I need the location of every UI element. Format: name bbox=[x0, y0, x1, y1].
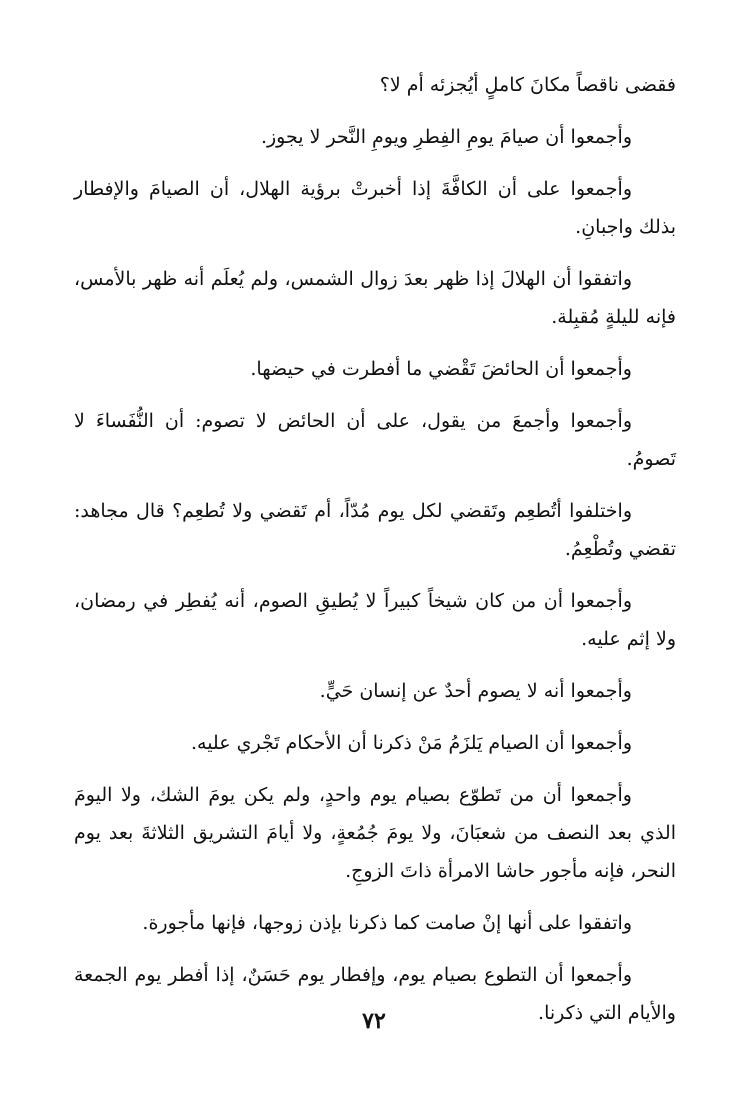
paragraph: وأجمعوا أن التطوع بصيام يوم، وإفطار يوم حَسَنٌ، إذا أفطر يوم الجمعة والأيام التي ذكرنا. bbox=[74, 964, 676, 1024]
paragraph: وأجمعوا أنه لا يصوم أحدٌ عن إنسان حَيٍّ. bbox=[319, 680, 632, 702]
paragraph: وأجمعوا أن الحائضَ تَقْضي ما أفطرت في حيضها. bbox=[250, 358, 632, 380]
paragraph: وأجمعوا أن من كان شيخاً كبيراً لا يُطيقِ الصوم، أنه يُفطِر في رمضان، ولا إثم عليه. bbox=[74, 590, 676, 650]
paragraph: واختلفوا أتُطعِم وتَقضي لكل يوم مُدّاً، أم تَقضي ولا تُطعِم؟ قال مجاهد: تقضي وتُطْعِمُ. bbox=[74, 500, 676, 560]
paragraph: وأجمعوا أن الصيام يَلزَمُ مَنْ ذكرنا أن الأحكام تَجْري عليه. bbox=[190, 732, 632, 754]
paragraph: وأجمعوا وأجمعَ من يقول، على أن الحائض لا تصوم: أن النُّفَساءَ لا تَصومُ. bbox=[74, 410, 676, 470]
book-page-text bbox=[74, 66, 676, 1046]
paragraph: واتفقوا على أنها إنْ صامت كما ذكرنا بإذن زوجها، فإنها مأجورة. bbox=[142, 912, 632, 934]
paragraph: واتفقوا أن الهلالَ إذا ظهر بعدَ زوال الشمس، ولم يُعلَم أنه ظهر بالأمس، فإنه لليلةٍ مُقبِلة. bbox=[74, 268, 676, 328]
paragraph-continuation: فقضى ناقصاً مكانَ كاملٍ أيُجزئه أم لا؟ bbox=[379, 74, 676, 96]
paragraph: وأجمعوا أن من تَطوّع بصيام يوم واحدٍ، ولم يكن يومَ الشك، ولا اليومَ الذي بعد النصف من شعبَانَ، ولا يومَ جُمُعةٍ، ولا أيامَ التشريق الثلاثةَ بعد يوم النحر، فإنه مأجور حاشا الامرأة ذاتَ الزوجِ. bbox=[74, 784, 676, 882]
paragraph: وأجمعوا على أن الكافَّةَ إذا أخبرتْ برؤية الهلال، أن الصيامَ والإفطار بذلك واجبانِ. bbox=[74, 178, 676, 238]
page-number: ٧٢ bbox=[362, 1008, 386, 1034]
paragraph: وأجمعوا أن صيامَ يومِ الفِطرِ ويومِ النَّحر لا يجوز. bbox=[260, 126, 632, 148]
